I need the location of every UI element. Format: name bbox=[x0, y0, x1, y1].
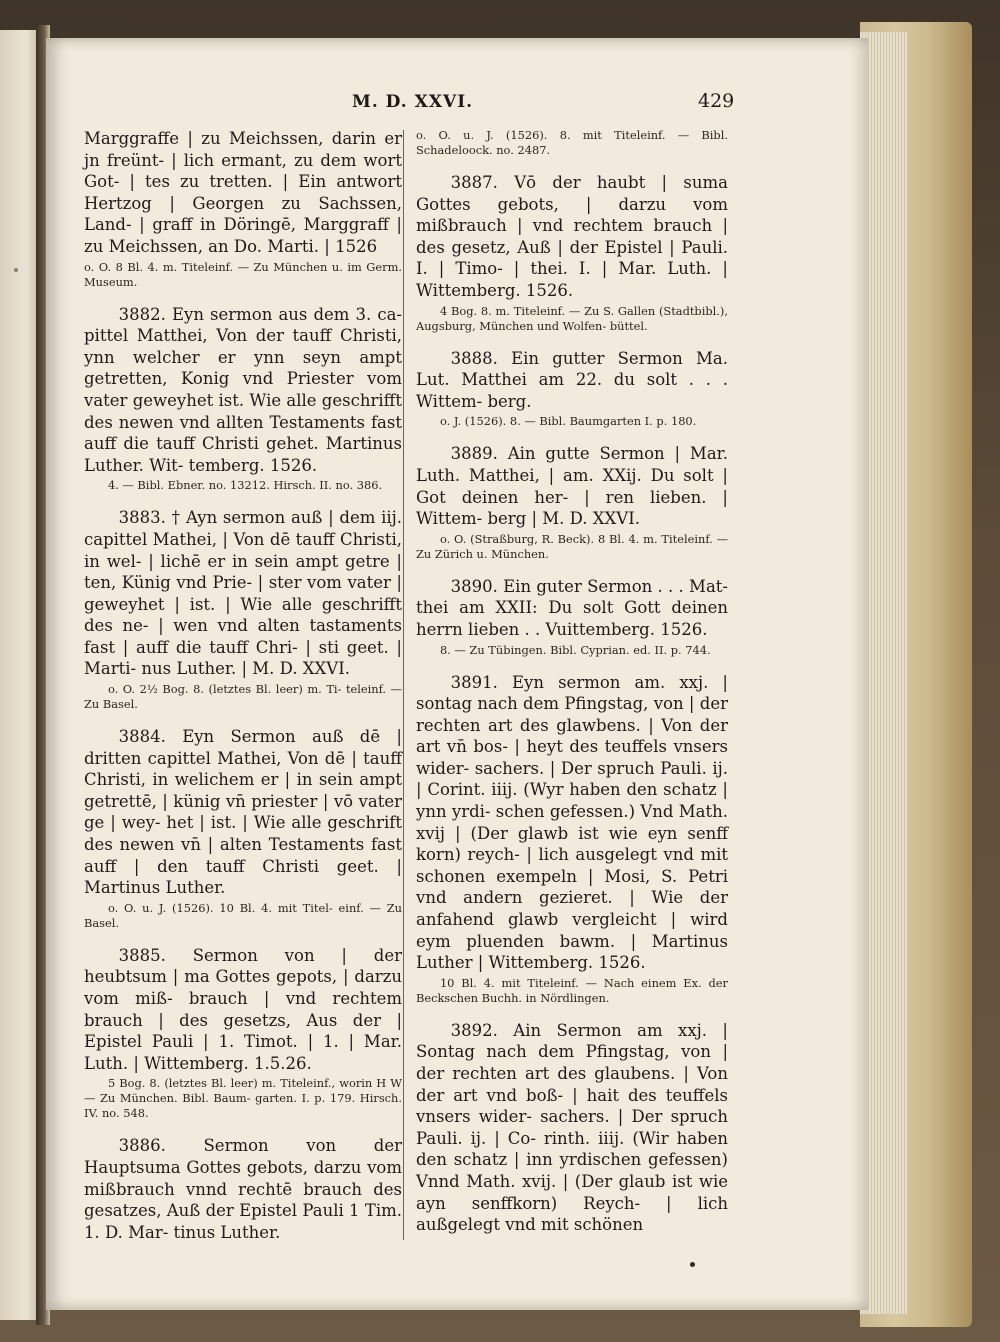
entry-note: o. O. (Straßburg, R. Beck). 8 Bl. 4. m. Titeleinf. — Zu Zürich u. München. bbox=[416, 531, 728, 561]
catalog-entry bbox=[416, 443, 728, 561]
catalog-entry bbox=[416, 672, 728, 1006]
catalog-entry bbox=[84, 1135, 402, 1243]
catalog-entry bbox=[416, 348, 728, 430]
entry-title: 3887. Vō der haubt | suma Gottes gebots, | darzu vom mißbrauch | vnd rechtem brauch | des gesetz, Auß | der Epistel | Pauli. I. | Timo- | thei. I. | Mar. Luth. | Wittemberg. 1526. bbox=[416, 173, 728, 300]
page-header bbox=[46, 92, 868, 122]
entry-title: 3883. † Ayn sermon auß | dem iij. capittel Mathei, | Von dē tauff Christi, in wel- | lichē er in sein ampt getre | ten, Künig vnd Prie- | ster vom vater | geweyhet | ist. | Wie alle geschrifft des ne- | wen vnd alten tastaments fast | auff die tauff Chri- | sti geet. | Marti- nus Luther. | M. D. XXVI. bbox=[84, 508, 402, 679]
catalog-entry bbox=[416, 576, 728, 658]
catalog-entry-continuation bbox=[416, 128, 728, 158]
book-page bbox=[46, 38, 868, 1310]
catalog-entry bbox=[84, 304, 402, 494]
column-rule bbox=[403, 130, 404, 1240]
entry-note: 8. — Zu Tübingen. Bibl. Cyprian. ed. II. p. 744. bbox=[439, 642, 711, 657]
previous-page-edge bbox=[0, 30, 40, 1320]
catalog-entry bbox=[84, 507, 402, 712]
catalog-entry bbox=[416, 1020, 728, 1236]
catalog-entry bbox=[84, 726, 402, 931]
paper-speck bbox=[14, 268, 18, 272]
entry-title: 3886. Sermon von der Hauptsuma Gottes gebots, darzu vom mißbrauch vnnd rechtē brauch des gesatzes, Auß der Epistel Pauli 1 Tim. 1. D. Mar- tinus Luther. bbox=[84, 1136, 402, 1242]
entry-title: 3891. Eyn sermon am. xxj. | sontag nach dem Pfingstag, von | der rechten art des glawbens. | Von der art vn̄ bos- | heyt des teuffels vnsers wider- sachers. | Der spruch Pauli. ij. | Corint. iiij. (Wyr haben den schatz | ynn yrdi- schen gefessen.) Vnd Math. xvij | (Der glawb ist wie eyn senff korn) reych- | lich ausgelegt vnd mit schonen exempeln | Mosi, S. Petri vnd andern gezieret. | Wie der anfahend glawb vergleicht | wird eym pluenden bawm. | Martinus Luther | Wittemberg. 1526. bbox=[416, 672, 728, 973]
page-number: 429 bbox=[698, 90, 735, 112]
entry-title: 3885. Sermon von | der heubtsum | ma Gottes gepots, | darzu vom miß- brauch | vnd rechtem brauch | des gesetzs, Aus der | Epistel Pauli | 1. Timot. | 1. | Mar. Luth. | Wittemberg. 1.5.26. bbox=[84, 945, 402, 1073]
entry-note: o. O. 8 Bl. 4. m. Titeleinf. — Zu München u. im Germ. Museum. bbox=[84, 259, 402, 289]
left-column bbox=[84, 128, 402, 1243]
entry-note: 10 Bl. 4. mit Titeleinf. — Nach einem Ex. der Beckschen Buchh. in Nördlingen. bbox=[416, 975, 728, 1005]
entry-note: o. J. (1526). 8. — Bibl. Baumgarten I. p. 180. bbox=[439, 414, 697, 429]
entry-note: 4. — Bibl. Ebner. no. 13212. Hirsch. II. no. 386. bbox=[107, 478, 383, 493]
entry-note: 5 Bog. 8. (letztes Bl. leer) m. Titeleinf., worin H W — Zu München. Bibl. Baum- garten. I. p. 179. Hirsch. IV. no. 548. bbox=[84, 1076, 402, 1121]
entry-title: 3890. Ein guter Sermon . . . Mat- thei am XXII: Du solt Gott deinen herrn lieben . . Vuittemberg. 1526. bbox=[416, 576, 728, 639]
entry-note: o. O. u. J. (1526). 10 Bl. 4. mit Titel- einf. — Zu Basel. bbox=[84, 900, 402, 930]
catalog-entry bbox=[84, 128, 402, 290]
catalog-entry bbox=[84, 945, 402, 1122]
entry-title: Marggraffe | zu Meichssen, darin er jn freünt- | lich ermant, zu dem wort Got- | tes zu tretten. | Ein antwort Hertzog | Georgen zu Sachssen, Land- | graff in Döringē, Marggraff | zu Meichssen, an Do. Marti. | 1526 bbox=[84, 129, 402, 256]
right-column bbox=[416, 128, 728, 1236]
entry-title: 3884. Eyn Sermon auß dē | dritten capittel Mathei, Von dē | tauff Christi, in welichem er | in sein ampt getrettē, | künig vn̄ priester | vō vater ge | wey- het | ist. | Wie alle geschrift des newen vn̄ | alten Testaments fast auff | den tauff Christi geet. | Martinus Luther. bbox=[84, 727, 402, 898]
running-head: M. D. XXVI. bbox=[352, 92, 474, 112]
entry-title: 3889. Ain gutte Sermon | Mar. Luth. Matthei, | am. XXij. Du solt | Got deinen her- | ren lieben. | Wittem- berg | M. D. XXVI. bbox=[416, 444, 728, 529]
entry-title: 3892. Ain Sermon am xxj. | Sontag nach dem Pfingstag, von | der rechten art des glaubens. | Von der art vnd boß- | hait des teuffels vnsers wider- sachers. | Der spruch Pauli. ij. | Co- rinth. iiij. (Wir haben den schatz | inn yrdischen gefessen) Vnnd Math. xvij. | (Der glaub ist wie ayn senffkorn) Reych- | lich außgelegt vnd mit schönen bbox=[416, 1020, 728, 1235]
catalog-entry bbox=[416, 172, 728, 334]
entry-note: o. O. u. J. (1526). 8. mit Titeleinf. — Bibl. Schadeloock. no. 2487. bbox=[416, 128, 728, 157]
entry-title: 3888. Ein gutter Sermon Ma. Lut. Matthei am 22. du solt . . . Wittem- berg. bbox=[416, 348, 728, 411]
ink-speck bbox=[690, 1262, 695, 1267]
entry-note: o. O. 2½ Bog. 8. (letztes Bl. leer) m. Ti- teleinf. — Zu Basel. bbox=[84, 682, 402, 712]
entry-title: 3882. Eyn sermon aus dem 3. ca- pittel Matthei, Von der tauff Christi, ynn welcher er ynn seyn ampt getretten, Konig vnd Priester vom vater geweyhet ist. Wie alle geschrifft des newen vnd allten Testaments fast auff die tauff Christi gehet. Martinus Luther. Wit- temberg. 1526. bbox=[84, 304, 402, 475]
entry-note: 4 Bog. 8. m. Titeleinf. — Zu S. Gallen (Stadtbibl.), Augsburg, München und Wolfen- büttel. bbox=[416, 303, 728, 333]
